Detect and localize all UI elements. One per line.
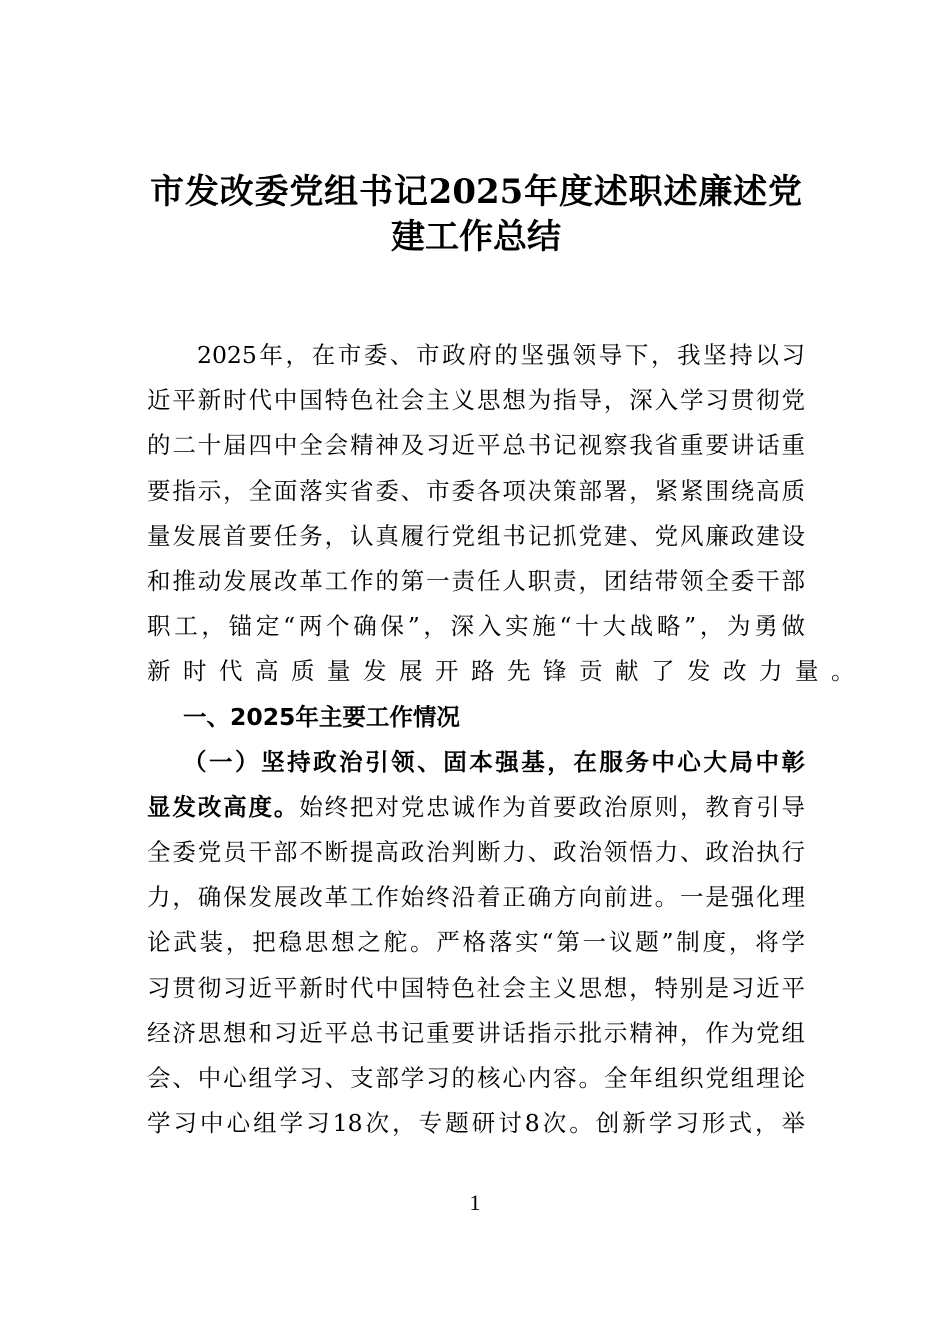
line-text: 的二十届四中全会精神及习近平总书记视察我省重要讲话重 [147,431,805,460]
text-line [147,378,805,423]
line-text: 和推动发展改革工作的第一责任人职责，团结带领全委干部 [147,566,805,595]
text-line [147,785,805,830]
line-text: 论武装，把稳思想之舵。严格落实“第一议题”制度，将学 [147,928,805,957]
line-text: 量发展首要任务，认真履行党组书记抓党建、党风廉政建设 [147,521,805,550]
text-line [147,1101,805,1146]
paragraph [147,333,867,695]
text-line [147,514,805,559]
text-line [147,1011,805,1056]
line-text: 始终把对党忠诚作为首要政治原则，教育引导 [299,792,806,821]
paragraph [147,740,805,1147]
text-line [147,333,805,378]
text-line [147,604,805,649]
line-text: 会、中心组学习、支部学习的核心内容。全年组织党组理论 [147,1064,805,1092]
text-line [147,966,805,1011]
text-line [147,423,805,468]
line-text: 力，确保发展改革工作始终沿着正确方向前进。一是强化理 [147,883,805,912]
text-line [147,649,867,694]
line-text: 习贯彻习近平新时代中国特色社会主义思想，特别是习近平 [147,973,805,1002]
subheading-text: （一）坚持政治引领、固本强基，在服务中心大局中彰 [183,747,805,776]
line-text: 新时代高质量发展开路先锋贡献了发改力量。 [147,657,867,686]
line-text: 职工，锚定“两个确保”，深入实施“十大战略”，为勇做 [147,612,805,641]
subheading-text: 显发改高度。 [147,792,300,821]
text-line [147,1056,805,1101]
page-number: 1 [469,1190,481,1215]
line-text: 经济思想和习近平总书记重要讲话指示批示精神，作为党组 [147,1018,805,1047]
document-body [147,333,867,1146]
section-heading [147,695,805,740]
text-line [147,740,805,785]
text-line [147,695,805,740]
document-title-line-2: 建工作总结 [391,217,561,257]
text-line [147,469,805,514]
line-text: 全委党员干部不断提高政治判断力、政治领悟力、政治执行 [147,838,805,867]
text-line [147,875,805,920]
text-line [147,559,805,604]
line-text: 近平新时代中国特色社会主义思想为指导，深入学习贯彻党 [147,386,805,415]
line-text: 一、2025年主要工作情况 [183,702,460,731]
line-text: 学习中心组学习18次，专题研讨8次。创新学习形式，举 [147,1109,805,1138]
text-line [147,830,805,875]
document-title-line-1: 市发改委党组书记2025年度述职述廉述党 [150,172,802,212]
line-text: 2025年，在市委、市政府的坚强领导下，我坚持以习 [197,341,805,369]
text-line [147,920,805,965]
line-text: 要指示，全面落实省委、市委各项决策部署，紧紧围绕高质 [147,476,805,505]
